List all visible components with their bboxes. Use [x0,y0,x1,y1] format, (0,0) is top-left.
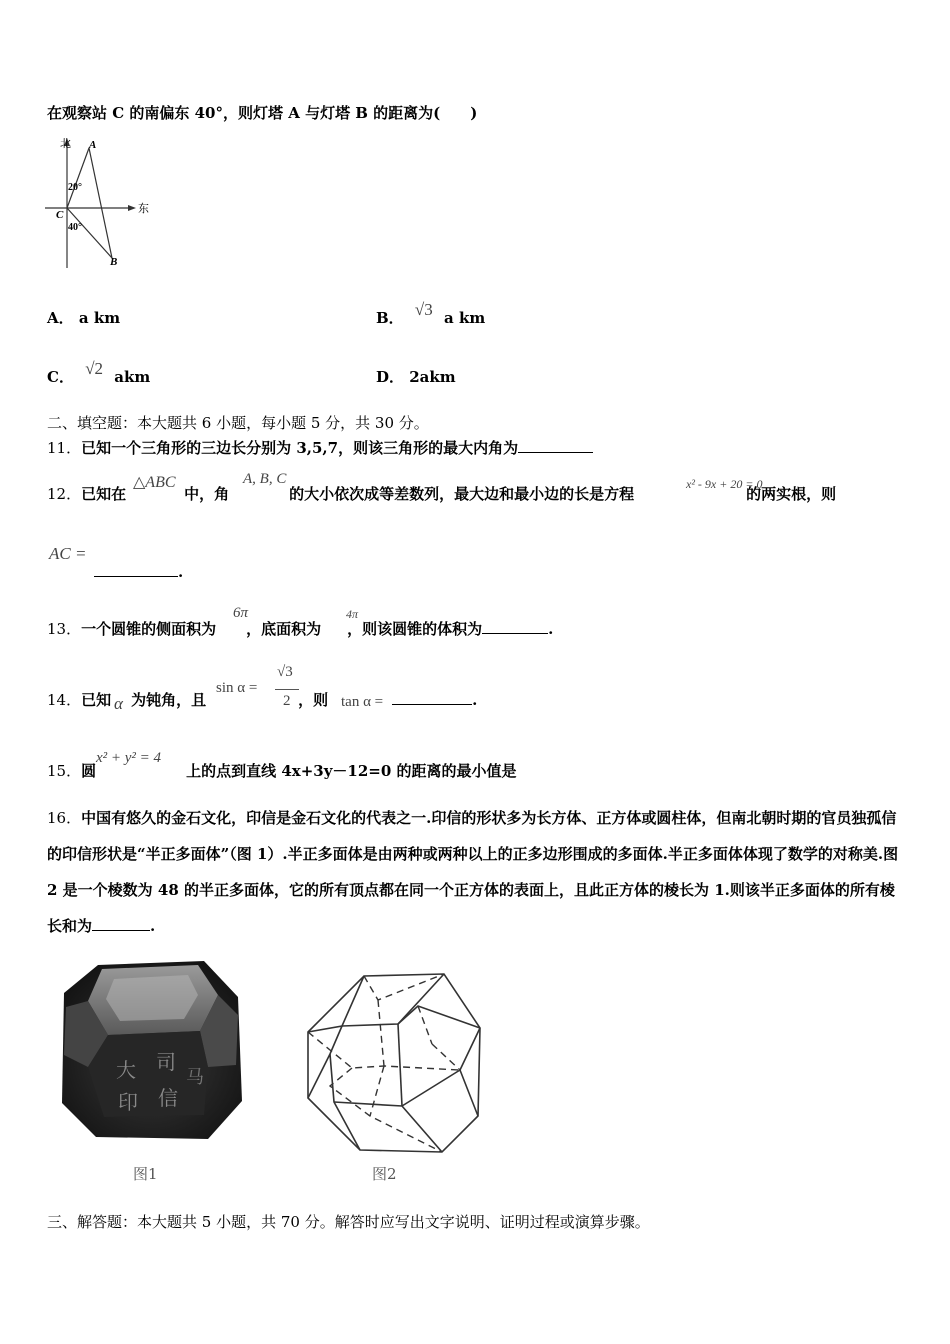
q14-math-sin: sin α = [216,680,258,696]
q15-text-1: 圆 [81,762,97,780]
east-label: 东 [138,202,149,215]
figure-1-caption: 图1 [133,1165,158,1183]
q14-math-tan: tan α = [341,694,384,710]
question-14: 14．已知 为钝角，且 ，则 . [47,691,478,709]
seal-char-2: 司 [156,1050,176,1074]
option-d-letter: D． [376,368,405,386]
q14-number: 14． [47,691,82,709]
option-c-radical: √2 [85,359,104,378]
q16-text: 中国有悠久的金石文化，印信是金石文化的代表之一.印信的形状多为长方体、正方体或圆柱体，但南北朝时期的官员独孤信的印信形状是“半正多面体”（图 1）.半正多面体是由两种或两种以上的正多边形围成的多面体.半正多面体体现了数学的对称美.图 2 是一个棱数为 48 的半正多面体，它的所有顶点都在同一个正方体的表面上，且此正方体的棱长为 1.则该半正多面体的所有棱长和为 [47,809,899,935]
option-b[interactable] [376,300,486,328]
q14-text-1: 已知 [81,691,112,709]
q12-text-4: 的两实根，则 [746,485,837,503]
figure-2-polyhedron [302,966,488,1156]
q14-frac-numerator: √3 [277,664,293,680]
q14-math-alpha: α [114,694,123,713]
q15-math-circle: x² + y² = 4 [96,750,162,766]
q14-frac-denominator: 2 [283,693,291,709]
north-label: 北 [60,137,71,150]
q13-math-base: 4π [346,607,359,621]
question-11 [47,438,593,458]
angle-40-label: 40° [68,222,82,233]
option-b-letter: B． [376,309,404,327]
seal-char-3: 马 [186,1067,204,1088]
section-3-title: 三、解答题：本大题共 5 小题，共 70 分。解答时应写出文字说明、证明过程或演算步骤。 [47,1213,650,1231]
option-d-text: 2akm [409,368,456,386]
section-2-title: 二、填空题：本大题共 6 小题，每小题 5 分，共 30 分。 [47,414,429,432]
q16-number: 16． [47,809,82,827]
seal-char-4: 印 [118,1090,138,1114]
q12-math-equation: x² - 9x + 20 = 0 [686,477,763,491]
option-c[interactable] [47,359,151,387]
seal-char-1: 大 [116,1058,136,1082]
figure-2-caption: 图2 [372,1165,397,1183]
option-a-letter: A． [47,309,74,327]
q12-math-angles: A, B, C [243,471,287,487]
q11-text: 已知一个三角形的三边长分别为 3,5,7，则该三角形的最大内角为 [81,439,519,457]
q15-text-2: 上的点到直线 4x+3y－12=0 的距离的最小值是 [186,762,517,780]
q14-answer-blank[interactable] [392,690,472,705]
q12-answer: . [94,562,183,582]
q12-answer-blank[interactable] [94,562,178,577]
q12-text-1: 已知在 [81,485,127,503]
point-b-label: B [110,256,118,268]
option-c-text: akm [114,368,151,386]
figure-1-seal [58,955,244,1141]
question-13: 13．一个圆锥的侧面积为 ，底面积为 ，则该圆锥的体积为 . [47,620,554,638]
point-a-label: A [89,139,97,151]
q13-number: 13． [47,620,82,638]
q10-stem: 在观察站 C 的南偏东 40°，则灯塔 A 与灯塔 B 的距离为( ) [47,104,478,122]
q11-number: 11． [47,439,82,457]
option-a[interactable] [47,308,120,328]
option-c-letter: C． [47,368,74,386]
q12-text-3: 的大小依次成等差数列，最大边和最小边的长是方程 [289,485,635,503]
q16-answer-blank[interactable] [92,916,150,931]
angle-20-label: 20° [68,182,82,193]
q13-answer-blank[interactable] [482,619,548,634]
q14-frac-bar [275,689,299,690]
point-c-label: C [56,209,64,221]
seal-char-5: 信 [158,1086,178,1110]
q10-diagram [40,132,170,272]
q12-number: 12． [47,485,82,503]
question-16: 16．中国有悠久的金石文化，印信是金石文化的代表之一.印信的形状多为长方体、正方体或圆柱体，但南北朝时期的官员独孤信的印信形状是“半正多面体”（图 1）.半正多面体是由两种或两种以上的正多边形围成的多面体.半正多面体体现了数学的对称美.图 2 是一个棱数为 48 的半正多面体，它的所有顶点都在同一个正方体的表面上，且此正方体的棱长为 1.则该半正多面体的所有棱长和为 . [47,809,899,935]
q11-answer-blank[interactable] [518,438,593,453]
q14-text-2: 为钝角，且 [131,691,207,709]
q12-text-2: 中，角 [184,485,230,503]
q13-text-2: ，底面积为 [246,620,322,638]
q12-math-ac: AC = [49,544,87,563]
q12-math-triangle: △ABC [133,474,176,491]
option-b-text: a km [444,309,486,327]
q13-math-lateral: 6π [233,605,249,621]
q13-text-3: ，则该圆锥的体积为 [347,620,483,638]
q15-number: 15． [47,762,82,780]
option-a-text: a km [78,309,121,327]
q14-text-3: ，则 [298,691,329,709]
option-b-radical: √3 [414,300,433,319]
option-d[interactable] [376,367,456,387]
q13-text-1: 一个圆锥的侧面积为 [81,620,217,638]
